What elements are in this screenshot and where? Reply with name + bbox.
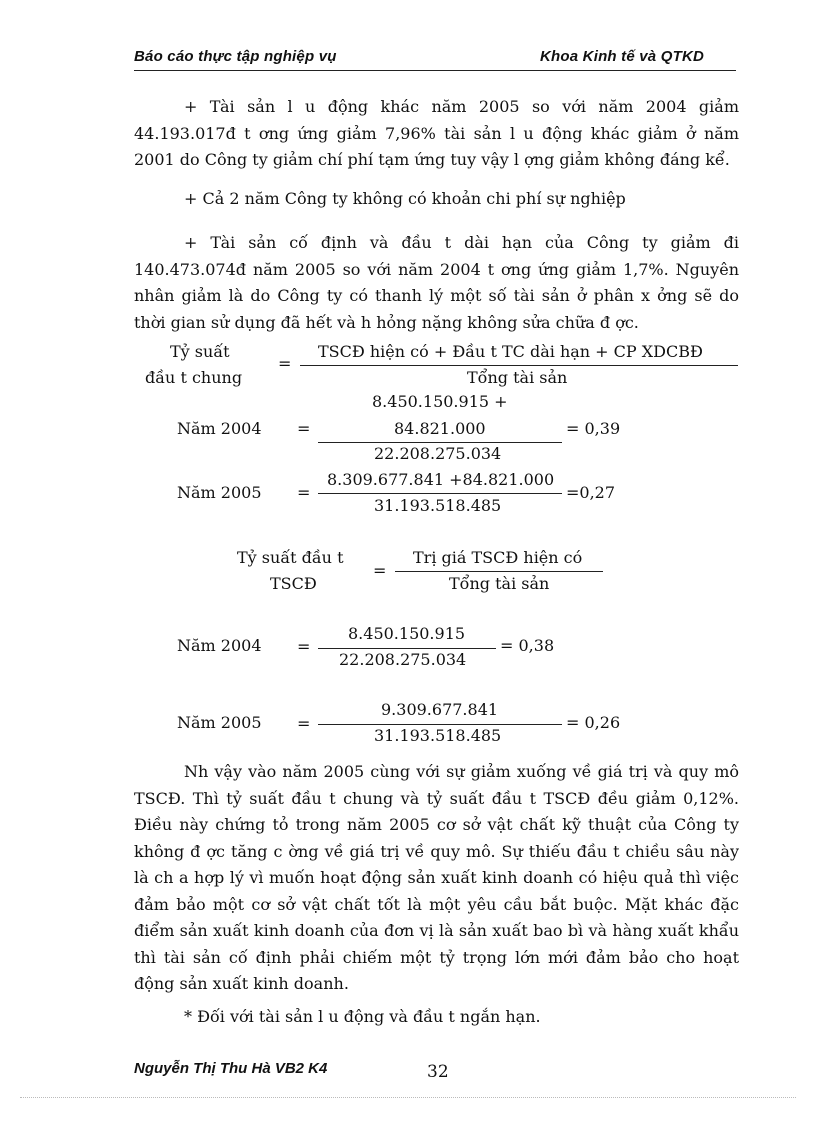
formula1-fraction-bar (300, 365, 738, 366)
formula1-2004-equals: = (297, 419, 311, 438)
formula1-numerator: TSCĐ hiện có + Đầu t TC dài hạn + CP XDCBĐ (318, 342, 703, 361)
formula2-fraction-bar (395, 571, 603, 572)
formula1-2004-label: Năm 2004 (177, 419, 262, 438)
formula2-2005-result: = 0,26 (566, 713, 621, 732)
formula2-2004-denominator: 22.208.275.034 (339, 650, 467, 669)
formula1-2004-result: = 0,39 (566, 419, 621, 438)
paragraph-text: + Cả 2 năm Công ty không có khoản chi phí sự nghiệp (184, 189, 626, 208)
formula1-2004-fraction-bar (318, 442, 562, 443)
formula2-2004-numerator: 8.450.150.915 (348, 624, 466, 643)
formula1-label-line2: đầu t chung (145, 368, 243, 387)
formula1-2005-fraction-bar (318, 493, 562, 494)
page-number: 32 (427, 1062, 449, 1082)
paragraph-text: Nh vậy vào năm 2005 cùng với sự giảm xuống về giá trị và quy mô TSCĐ. Thì tỷ suất đầu t chung và tỷ suất đầu t TSCĐ đều giảm 0,12%. Điều này chứng tỏ trong năm 2005 cơ sở vật chất kỹ thuật của Công ty không đ ợc tăng c ờng về giá trị về quy mô. Sự thiếu đầu t chiều sâu này là ch a hợp lý vì muốn hoạt động sản xuất kinh doanh có hiệu quả thì việc đảm bảo một cơ sở vật chất tốt là một yêu cầu bắt buộc. Mặt khác đặc điểm sản xuất kinh doanh của đơn vị là sản xuất bao bì và hàng xuất khẩu thì tài sản cố định phải chiếm một tỷ trọng lớn mới đảm bảo cho hoạt động sản xuất kinh doanh. (134, 762, 739, 993)
formula1-2005-equals: = (297, 483, 311, 502)
formula1-2004-numerator-line1: 8.450.150.915 + (372, 392, 508, 411)
formula2-2004-result: = 0,38 (500, 636, 555, 655)
formula2-denominator: Tổng tài sản (449, 574, 550, 593)
formula1-denominator: Tổng tài sản (467, 368, 568, 387)
header-right: Khoa Kinh tế và QTKD (540, 48, 705, 65)
formula1-label-line1: Tỷ suất (170, 342, 230, 361)
paragraph-no-expense (134, 186, 739, 213)
formula2-numerator: Trị giá TSCĐ hiện có (413, 548, 583, 567)
paragraph-conclusion (134, 759, 739, 998)
formula2-equals: = (373, 561, 387, 580)
paragraph-current-assets (134, 94, 739, 174)
formula1-2004-numerator-line2: 84.821.000 (394, 419, 486, 438)
formula1-2004-denominator: 22.208.275.034 (374, 444, 502, 463)
header-left: Báo cáo thực tập nghiệp vụ (134, 48, 337, 65)
formula1-equals: = (278, 354, 292, 373)
paragraph-text: * Đối với tài sản l u động và đầu t ngắn hạn. (184, 1007, 541, 1026)
formula1-2005-label: Năm 2005 (177, 483, 262, 502)
formula2-2004-label: Năm 2004 (177, 636, 262, 655)
paragraph-text: + Tài sản l u động khác năm 2005 so với năm 2004 giảm 44.193.017đ t ơng ứng giảm 7,96% tài sản l u động khác giảm ở năm 2001 do Công ty giảm chí phí tạm ứng tuy vậy l ợng giảm không đáng kể. (134, 97, 739, 169)
footer-author: Nguyễn Thị Thu Hà VB2 K4 (134, 1060, 328, 1077)
header-rule (134, 70, 736, 71)
page-bottom-dotted-border (20, 1097, 796, 1098)
formula2-2005-equals: = (297, 714, 311, 733)
formula2-2005-denominator: 31.193.518.485 (374, 726, 502, 745)
formula2-label-line1: Tỷ suất đầu t (237, 548, 344, 567)
formula1-2005-numerator: 8.309.677.841 +84.821.000 (327, 470, 555, 489)
formula2-2005-fraction-bar (318, 724, 562, 725)
formula1-2005-result: =0,27 (566, 483, 616, 502)
formula1-2005-denominator: 31.193.518.485 (374, 496, 502, 515)
formula2-label-line2: TSCĐ (270, 574, 317, 593)
formula2-2004-fraction-bar (318, 648, 496, 649)
formula2-2004-equals: = (297, 637, 311, 656)
paragraph-current-assets-heading (134, 1004, 739, 1031)
formula2-2005-label: Năm 2005 (177, 713, 262, 732)
paragraph-text: + Tài sản cố định và đầu t dài hạn của Công ty giảm đi 140.473.074đ năm 2005 so với năm 2004 t ơng ứng giảm 1,7%. Nguyên nhân giảm là do Công ty có thanh lý một số tài sản ở phân x ởng sẽ do thời gian sử dụng đã hết và h hỏng nặng không sửa chữa đ ợc. (134, 233, 739, 332)
paragraph-fixed-assets (134, 230, 739, 336)
formula2-2005-numerator: 9.309.677.841 (381, 700, 499, 719)
